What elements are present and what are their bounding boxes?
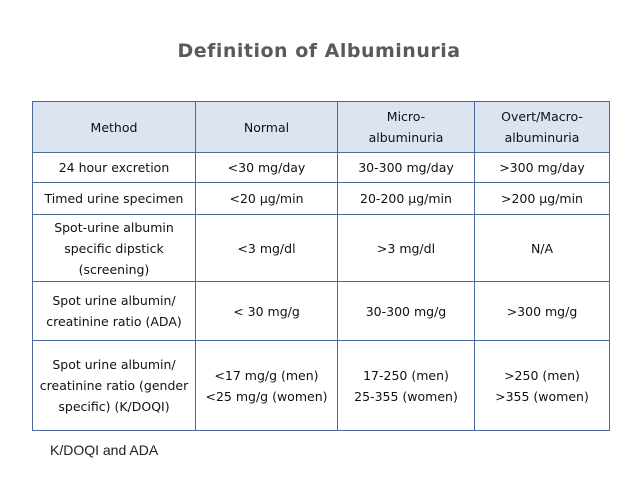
table-cell-method — [33, 341, 196, 431]
table-cell-macro — [475, 215, 610, 282]
header-method — [33, 102, 196, 153]
header-microalbuminuria-label: Micro- albuminuria — [368, 109, 444, 145]
cell-text: 30-300 mg/g — [365, 303, 447, 319]
header-macroalbuminuria-label: Overt/Macro- albuminuria — [501, 109, 583, 145]
cell-text: N/A — [530, 240, 554, 256]
table-row — [33, 183, 610, 215]
table-cell-micro — [338, 153, 475, 183]
table-cell-micro — [338, 341, 475, 431]
cell-text: >300 mg/g — [506, 303, 578, 319]
header-macroalbuminuria — [475, 102, 610, 153]
cell-text: 24 hour excretion — [58, 160, 170, 175]
cell-text: <3 mg/dl — [237, 240, 296, 256]
header-microalbuminuria — [338, 102, 475, 153]
table-cell-normal — [196, 341, 338, 431]
table-cell-macro — [475, 282, 610, 341]
cell-text: >3 mg/dl — [376, 240, 436, 256]
cell-text: Spot urine albumin/ creatinine ratio (ADA) — [46, 293, 182, 329]
cell-text: < 30 mg/g — [233, 303, 300, 319]
cell-text: Spot-urine albumin specific dipstick (screening) — [54, 219, 174, 277]
cell-text: 20-200 μg/min — [360, 191, 452, 206]
table-cell-micro — [338, 215, 475, 282]
table-cell-micro — [338, 183, 475, 215]
cell-text: >300 mg/day — [499, 160, 585, 175]
cell-text: >250 (men) >355 (women) — [495, 367, 589, 404]
cell-text: <20 μg/min — [229, 191, 304, 206]
cell-text: 30-300 mg/day — [358, 160, 454, 175]
table-cell-normal — [196, 153, 338, 183]
table-header-row — [33, 102, 610, 153]
header-method-label: Method — [90, 119, 138, 135]
table-cell-method — [33, 215, 196, 282]
table-row — [33, 282, 610, 341]
table-row — [33, 153, 610, 183]
table-row — [33, 215, 610, 282]
table-cell-normal — [196, 282, 338, 341]
table-cell-method — [33, 282, 196, 341]
table-row — [33, 341, 610, 431]
table-cell-macro — [475, 153, 610, 183]
header-normal-label: Normal — [243, 119, 290, 135]
cell-text: Spot urine albumin/ creatinine ratio (gender specific) (K/DOQI) — [39, 357, 189, 414]
cell-text: 17-250 (men) 25-355 (women) — [354, 367, 458, 404]
table-cell-normal — [196, 215, 338, 282]
table-cell-normal — [196, 183, 338, 215]
table-cell-macro — [475, 341, 610, 431]
cell-text: <17 mg/g (men) <25 mg/g (women) — [205, 367, 328, 404]
table-cell-method — [33, 183, 196, 215]
table-cell-micro — [338, 282, 475, 341]
cell-text: <30 mg/day — [227, 160, 306, 175]
header-normal — [196, 102, 338, 153]
albuminuria-table — [32, 101, 610, 431]
table-cell-method — [33, 153, 196, 183]
source-footnote: K/DOQI and ADA — [50, 442, 159, 458]
page-title: Definition of Albuminuria — [177, 40, 461, 62]
cell-text: >200 μg/min — [501, 191, 583, 206]
table-cell-macro — [475, 183, 610, 215]
cell-text: Timed urine specimen — [44, 191, 184, 206]
